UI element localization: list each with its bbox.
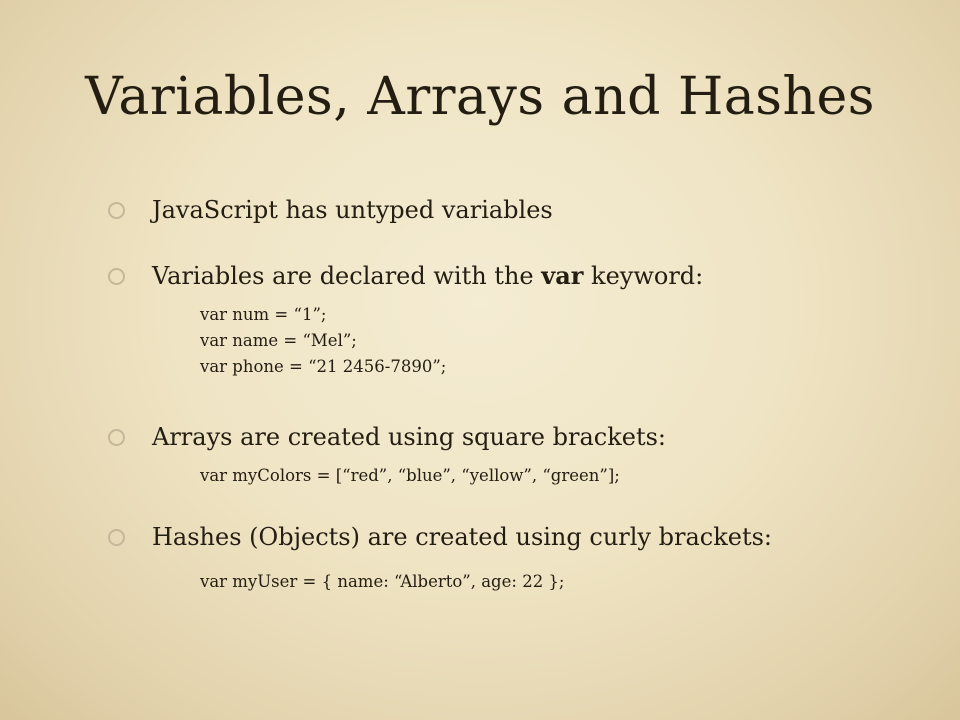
- var-keyword: var: [541, 261, 584, 290]
- variables-code-block: [200, 302, 446, 380]
- bullet-arrays: [108, 422, 666, 452]
- bullet-untyped-variables: [108, 195, 553, 225]
- bullet-text-after: keyword:: [583, 262, 704, 290]
- bullet-var-keyword: [108, 261, 703, 291]
- code-line-name: var name = “Mel”;: [200, 331, 357, 350]
- bullet-text: JavaScript has untyped variables: [152, 196, 553, 224]
- bullet-circle-icon: [108, 429, 125, 446]
- code-line-num: var num = “1”;: [200, 305, 327, 324]
- bullet-text: Hashes (Objects) are created using curly brackets:: [152, 523, 772, 551]
- bullet-hashes: [108, 522, 772, 552]
- slide-title: Variables, Arrays and Hashes: [85, 67, 875, 127]
- bullet-text: [152, 261, 703, 291]
- code-line-phone: var phone = “21 2456-7890”;: [200, 357, 447, 376]
- bullet-circle-icon: [108, 268, 125, 285]
- bullet-circle-icon: [108, 529, 125, 546]
- hash-code-block: [200, 569, 565, 595]
- code-line-hash: var myUser = { name: “Alberto”, age: 22 };: [200, 572, 565, 591]
- bullet-text-before: Variables are declared with the: [152, 262, 542, 290]
- bullet-text: Arrays are created using square brackets:: [152, 423, 666, 451]
- array-code-block: [200, 463, 620, 489]
- bullet-circle-icon: [108, 202, 125, 219]
- code-line-array: var myColors = [“red”, “blue”, “yellow”, “green”];: [200, 466, 620, 485]
